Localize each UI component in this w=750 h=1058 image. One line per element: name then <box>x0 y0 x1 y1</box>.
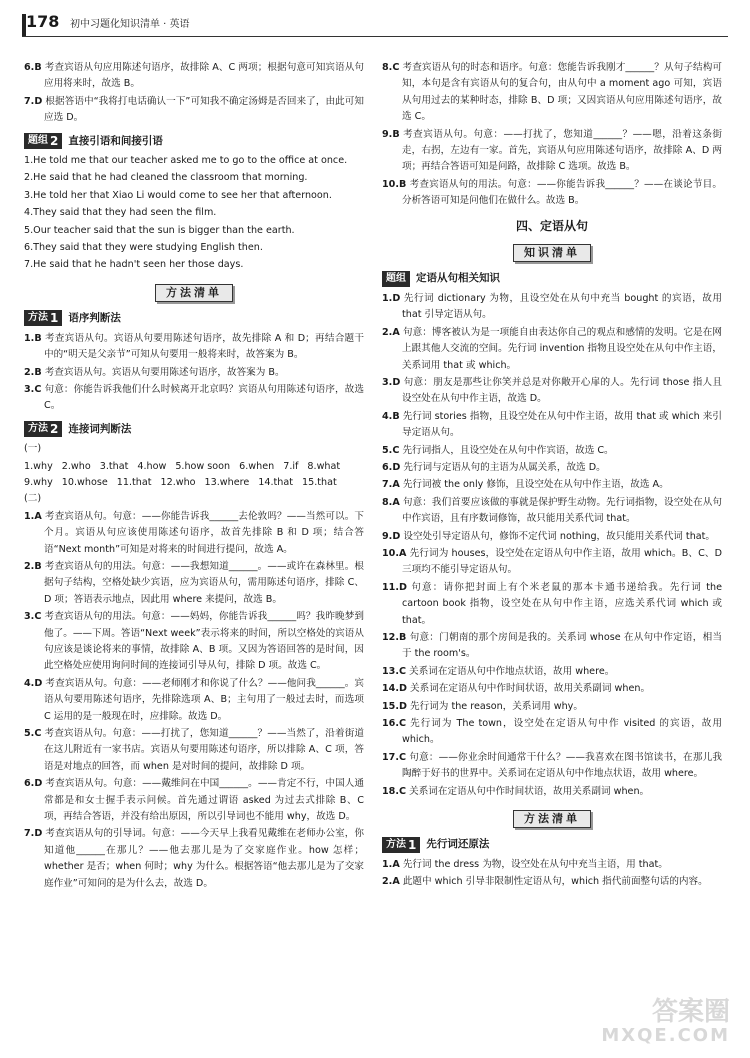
answer-text: 考查宾语从句。句意：——打扰了，您知道______？——嗯，沿着这条街走，右拐，左边有一家。首先，宾语从句应用陈述句语序，故排除 A、D 两项；再结合答语可知是问路，故排除 C 选项。故选 B。 <box>402 128 722 173</box>
answer-text: 考查宾语从句的引导词。句意：——今天早上我看见戴维在老师办公室，你知道他______在那儿？——他去那儿是为了交家庭作业。how 怎样；whether 是否；when 何时；why 为什么。根据答语“他去那儿是为了交家庭作业”可知问的是为什么去，故选 D。 <box>44 828 364 889</box>
answer-number: 6.B <box>24 62 42 73</box>
answer-item <box>382 546 722 579</box>
answer-text: 先行词与定语从句的主语为从属关系，故选 D。 <box>403 461 606 473</box>
answer-item <box>24 382 364 415</box>
answer-text: 句意：博客被认为是一项能自由表达你自己的观点和感情的发明。它是在网上跟其他人交流的空间。先行词 invention 指物且设空处在从句中作主语，关系词用 that 或 which。 <box>402 326 722 371</box>
answer-number: 4.B <box>382 410 400 422</box>
answer-text: 根据答语中“我将打电话确认一下”可知我不确定汤姆是否回来了，由此可知应选 D。 <box>44 95 364 124</box>
answer-number: 10.A <box>382 547 407 559</box>
method1-items <box>24 331 364 415</box>
book-title: 初中习题化知识清单 · 英语 <box>70 19 190 30</box>
sentence-item: 4.They said that they had seen the film. <box>24 207 217 219</box>
answer-text: 句意：门朝南的那个房间是我的。关系词 whose 在从句中作定语，相当于 the room's。 <box>402 632 722 660</box>
answer-word: 1.why <box>24 460 53 472</box>
answer-item <box>24 676 364 725</box>
rel-method1-header <box>382 836 722 852</box>
part-label: (一) <box>24 443 42 455</box>
answer-number: 1.A <box>382 858 400 870</box>
answer-item <box>382 630 722 663</box>
answer-number: 9.D <box>382 530 401 542</box>
answer-number: 5.C <box>382 444 400 456</box>
answer-word: 12.who <box>160 476 196 488</box>
answer-item <box>382 127 722 176</box>
answer-item <box>24 559 364 608</box>
answer-number: 1.B <box>24 332 42 344</box>
answer-text: 关系词在定语从句中作时间状语，故用关系副词 when。 <box>410 683 651 695</box>
answer-text: 考查宾语从句的用法。句意：——妈妈，你能告诉我______吗？我昨晚梦到他了。——下周。答语“Next week”表示将来的时间，所以空格处的宾语从句应该是谈论将来的事情，故排除 A、B 项。又因为答语回答的是时间，因此空格处应使用询问时间的连接词引导从句，排除 D 项。故选 C。 <box>44 611 364 672</box>
answer-word: 10.whose <box>61 476 108 488</box>
answer-number: 2.A <box>382 876 400 888</box>
answer-text: 设空处引导定语从句，修饰不定代词 nothing，故只能用关系代词 that。 <box>403 530 716 542</box>
answer-text: 关系词在定语从句中作地点状语，故用 where。 <box>409 665 615 677</box>
answer-number: 7.A <box>382 479 400 491</box>
answer-number: 3.D <box>382 376 401 388</box>
answer-item <box>382 750 722 783</box>
watermark-logo: 答案圈 MXQE.COM <box>601 997 730 1046</box>
method-title: 语序判断法 <box>68 312 121 325</box>
rel-method1-items <box>382 857 722 891</box>
answer-item <box>382 716 722 749</box>
answer-text: 关系词在定语从句中作时间状语，故用关系副词 when。 <box>409 785 650 797</box>
left-column <box>24 60 364 893</box>
answer-text: 句意：我们首要应该做的事就是保护野生动物。先行词指物，设空处在从句中作宾语，且有序数词修饰，故只能用关系代词 that。 <box>402 496 722 525</box>
answer-item <box>382 681 722 697</box>
knowledge-banner: 知识清单 <box>382 244 722 262</box>
answer-text: 此题中 which 引导非限制性定语从句，which 指代前面整句话的内容。 <box>402 876 708 888</box>
rel-items <box>382 291 722 800</box>
method-banner: 方法清单 <box>382 810 722 828</box>
answer-item <box>24 94 364 127</box>
answer-text: 先行词指人，且设空处在从句中作宾语，故选 C。 <box>402 444 614 456</box>
answer-item <box>24 609 364 675</box>
answer-text: 考查宾语从句的用法。句意：——你能告诉我______？——在谈论节目。分析答语可知是问他们在做什么。故选 B。 <box>402 178 723 207</box>
answer-item <box>24 365 364 381</box>
answer-word: 5.how soon <box>175 460 231 472</box>
answer-text: 句意：——你业余时间通常干什么？——我喜欢在图书馆读书，在那儿我陶醉于好书的世界中。关系词在定语从句中作地点状语，故用 where。 <box>402 751 722 780</box>
answer-text: 考查宾语从句应用陈述句语序，故排除 A、C 两项；根据句意可知宾语从句应用将来时，故选 B。 <box>44 62 364 90</box>
answer-text: 先行词为 The town，设空处在定语从句中作 visited 的宾语，故用 which。 <box>402 718 722 746</box>
answer-number: 12.B <box>382 632 407 643</box>
answer-word: 8.what <box>307 460 341 472</box>
group2-items <box>24 153 364 274</box>
answer-text: 考查宾语从句。宾语从句要用陈述句语序，故答案为 B。 <box>44 366 285 378</box>
section-title: 四、定语从句 <box>515 218 588 233</box>
sentence-item: 6.They said that they were studying English then. <box>24 242 263 254</box>
answer-number: 11.D <box>382 581 407 593</box>
method-title: 连接词判断法 <box>68 422 132 435</box>
group-tag: 题组 <box>382 271 410 287</box>
answer-text: 先行词被 the only 修饰，且设空处在从句中作主语，故选 A。 <box>402 479 669 491</box>
answer-item <box>382 460 722 476</box>
sentence-item: 1.He told me that our teacher asked me to go to the office at once. <box>24 155 348 167</box>
answer-item <box>24 60 364 93</box>
answer-number: 7.D <box>24 828 43 840</box>
answer-item <box>382 664 722 680</box>
sentence-item: 5.Our teacher said that the sun is bigger than the earth. <box>24 224 295 236</box>
answer-number: 4.D <box>24 677 43 689</box>
answer-word: 2.who <box>61 460 91 472</box>
answer-number: 13.C <box>382 665 407 677</box>
answer-word: 6.when <box>239 460 275 472</box>
answer-number: 7.D <box>24 95 43 107</box>
method-tag: 方法 1 <box>382 837 420 853</box>
answer-text: 先行词为 the reason，关系词用 why。 <box>410 700 583 712</box>
answer-text: 先行词 stories 指物，且设空处在从句中作主语，故用 that 或 which 来引导定语从句。 <box>402 410 722 439</box>
answer-item <box>24 726 364 775</box>
page-header <box>0 0 750 44</box>
answer-item <box>382 443 722 459</box>
answer-number: 8.A <box>382 496 400 508</box>
answer-item <box>382 784 722 800</box>
method-title: 先行词还原法 <box>426 838 490 851</box>
answer-item <box>382 60 722 126</box>
answer-text: 考查宾语从句的用法。句意：——我想知道______。——或许在森林里。根据句子结构，空格处缺少宾语，应为宾语从句，需用陈述句语序，排除 C、D 项；答语表示地点，因此用 where 来提问，故选 B。 <box>44 560 364 605</box>
answer-row <box>24 475 364 491</box>
answer-item <box>382 409 722 442</box>
answer-row <box>24 459 364 475</box>
answer-number: 14.D <box>382 683 407 695</box>
answer-item <box>24 331 364 364</box>
answer-text: 先行词 the dress 为物，设空处在从句中充当主语，用 that。 <box>402 858 668 870</box>
answer-item <box>382 177 722 210</box>
method1-header <box>24 310 364 326</box>
method-tag: 方法 2 <box>24 421 62 437</box>
answer-text: 先行词为 houses，设空处在定语从句中作主语，故用 which。B、C、D 三项均不能引导定语从句。 <box>402 547 722 576</box>
answer-item <box>382 495 722 528</box>
answer-text: 考查宾语从句。宾语从句要用陈述句语序，故先排除 A 和 D；再结合题干中的“明天是父亲节”可知从句要用一般将来时，故答案为 B。 <box>44 332 364 361</box>
answer-item <box>382 857 722 873</box>
answer-text: 考查宾语从句的时态和语序。句意：您能告诉我刚才______？从句子结构可知，本句是含有宾语从句的复合句，由从句中 a moment ago 可知，宾语从句用过去的某种时态，排除 B、D 项；又因宾语从句应用陈述句语序，故选 C。 <box>402 62 722 123</box>
answer-item <box>24 776 364 825</box>
part-label: (二) <box>24 493 42 505</box>
answer-text: 考查宾语从句。句意：——老师刚才和你说了什么？——他问我______。宾语从句要用陈述句语序，先排除选项 A、B；主句用了一般过去时，而选项 C 运用的是一般现在时，应排除。故选 D。 <box>44 677 364 722</box>
answer-number: 16.C <box>382 718 407 730</box>
answer-text: 考查宾语从句。句意：——你能告诉我______去伦敦吗？——当然可以。下个月。宾语从句应该使用陈述句语序，故首先排除 B 和 D 项；结合答语“Next month”可知是对将来的时间进行提问，故选 A。 <box>44 510 364 555</box>
answer-number: 17.C <box>382 751 407 763</box>
answer-text: 考查宾语从句。句意：——打扰了，您知道______？——当然了，沿着街道在这儿附近有一家书店。宾语从句要用陈述句语序，所以排除 A、C 项，答语是对地点的回答，而 when 是对时间的提问，故排除 D 项。 <box>44 728 364 772</box>
group-title: 定语从句相关知识 <box>416 272 500 285</box>
answer-number: 9.B <box>382 128 400 140</box>
group-tag: 题组 2 <box>24 133 62 149</box>
header-rule <box>22 36 728 37</box>
answer-item <box>382 529 722 545</box>
answer-number: 8.C <box>382 62 400 73</box>
answer-word: 7.if <box>283 460 299 472</box>
method2-header <box>24 421 364 437</box>
answer-item <box>24 509 364 558</box>
answer-text: 句意：请你把封面上有个米老鼠的那本卡通书递给我。先行词 the cartoon book 指物，设空处在从句中作主语，应选关系代词 which 或 that。 <box>402 581 722 626</box>
answer-word: 11.that <box>116 476 152 488</box>
sentence-item: 7.He said that he hadn't seen her those days. <box>24 259 244 271</box>
answer-item <box>382 699 722 715</box>
answer-item <box>382 874 722 890</box>
answer-number: 5.C <box>24 728 42 740</box>
sentence-item: 2.He said that he had cleaned the classroom that morning. <box>24 172 308 184</box>
answer-number: 2.B <box>24 560 42 572</box>
answer-item <box>382 375 722 408</box>
answer-text: 先行词 dictionary 为物，且设空处在从句中充当 bought 的宾语，故用 that 引导定语从句。 <box>402 292 722 321</box>
answer-number: 18.C <box>382 785 407 797</box>
method2-items <box>24 509 364 892</box>
answer-text: 句意：朋友是那些让你笑并总是对你敞开心扉的人。先行词 those 指人且设空处在从句中作主语，故选 D。 <box>402 376 722 405</box>
method-tag: 方法 1 <box>24 310 62 326</box>
group-title: 直接引语和间接引语 <box>68 134 163 147</box>
answer-item <box>382 325 722 374</box>
answer-word: 9.why <box>24 476 53 488</box>
answer-number: 1.D <box>382 292 401 304</box>
answer-number: 1.A <box>24 510 42 522</box>
answer-word: 14.that <box>258 476 294 488</box>
answer-word: 3.that <box>99 460 129 472</box>
page-number: 178 <box>26 12 60 31</box>
intro-items <box>24 60 364 127</box>
answer-item <box>24 826 364 892</box>
sentence-item: 3.He told her that Xiao Li would come to see her that afternoon. <box>24 189 332 201</box>
answer-number: 3.C <box>24 611 42 623</box>
answer-word: 13.where <box>204 476 250 488</box>
answer-number: 3.C <box>24 383 42 395</box>
method-banner: 方法清单 <box>24 284 364 302</box>
answer-number: 6.D <box>382 461 401 473</box>
answer-number: 10.B <box>382 178 407 190</box>
answer-number: 2.B <box>24 366 42 378</box>
answer-number: 15.D <box>382 700 407 712</box>
answer-word: 4.how <box>137 460 167 472</box>
answer-item <box>382 580 722 629</box>
answer-word: 15.that <box>302 476 337 488</box>
right-column <box>382 60 722 892</box>
answer-text: 考查宾语从句。句意：——戴维问在中国______。——肯定不行，中国人通常都是和女士握手表示问候。首先通过谓语 asked 为过去式排除 B、C 项，再结合答语，并没有给出原因，所以引导词也不能用 why，故选 D。 <box>44 778 364 823</box>
answer-text: 句意：你能告诉我他们什么时候离开北京吗？宾语从句用陈述句语序，故选 C。 <box>44 383 364 412</box>
answer-number: 2.A <box>382 326 400 338</box>
answer-number: 6.D <box>24 778 43 790</box>
answer-item <box>382 477 722 493</box>
right-top-items <box>382 60 722 210</box>
answer-item <box>382 291 722 324</box>
group2-header <box>24 133 364 149</box>
rel-group-header <box>382 270 722 286</box>
